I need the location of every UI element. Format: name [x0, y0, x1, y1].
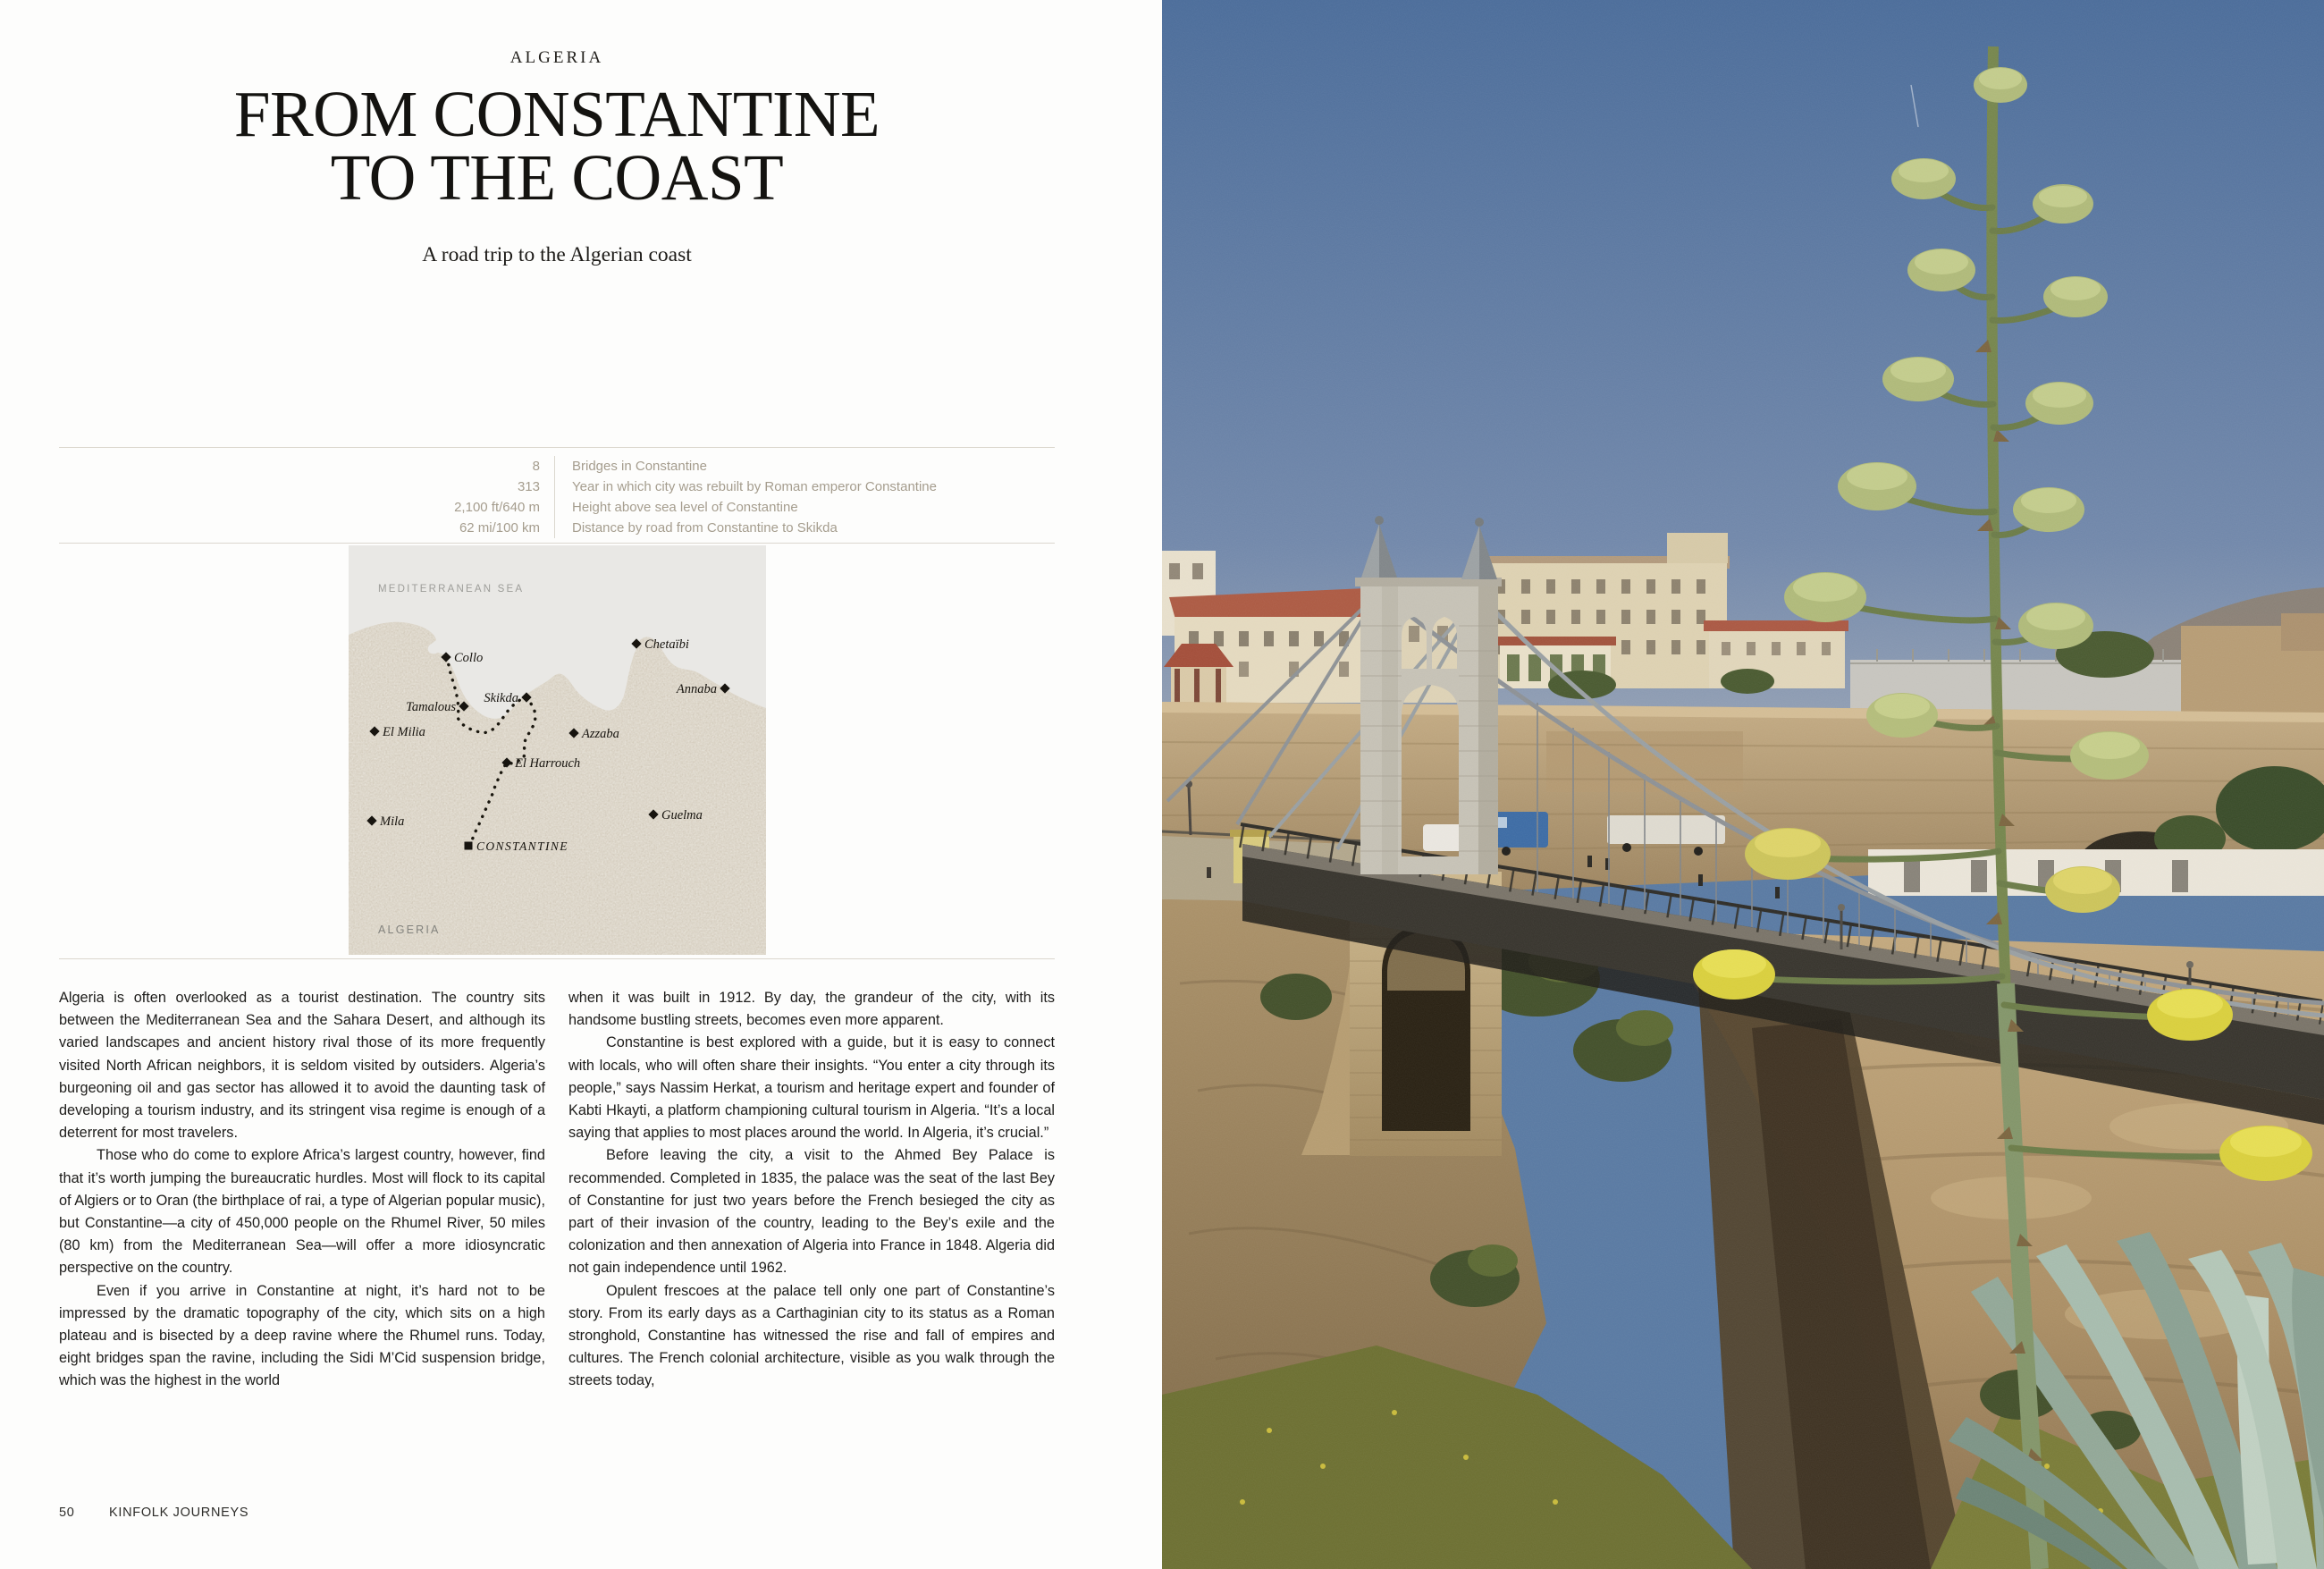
film-grain: [1162, 0, 2324, 1569]
stat-value: 2,100 ft/640 m: [454, 500, 540, 515]
photo-page: [1162, 0, 2324, 1569]
city-label: Tamalous: [405, 700, 456, 714]
stat-row: [59, 497, 1055, 518]
subtitle: A road trip to the Algerian coast: [422, 243, 692, 266]
page-title: [59, 78, 1055, 214]
city-label: Chetaïbi: [644, 637, 689, 652]
article-paragraph: Opulent frescoes at the palace tell only one part of Constantine’s story. From its early days as a Carthaginian city to its status as a Roman stronghold, Constantine has witnessed the rise and fall of empires and cultures. The French colonial architecture, visible as you walk through the streets today,: [568, 1282, 1055, 1389]
city-label: Azzaba: [581, 727, 619, 741]
page-footer: [59, 1506, 248, 1520]
stat-row: [59, 456, 1055, 477]
route-map: [59, 543, 1055, 959]
city-label: Annaba: [676, 682, 717, 696]
article-paragraph: Algeria is often overlooked as a tourist destination. The country sits between the Mediterranean Sea and the Sahara Desert, and although its varied landscapes and ancient history rival those of its more frequently visited North African neighbors, it is seldom visited by outsiders. Algeria’s burgeoning oil and gas sector has allowed it to avoid the daunting task of developing a tourism industry, and its stringent visa regime is enough of a deterrent for most travelers.: [59, 990, 545, 1142]
city-label: El Harrouch: [514, 756, 580, 771]
city-label: CONSTANTINE: [476, 839, 568, 853]
stat-value: 313: [517, 479, 540, 494]
title-line-1: FROM CONSTANTINE: [233, 78, 880, 150]
stat-label: Height above sea level of Constantine: [554, 497, 1055, 518]
city-label: Guelma: [661, 808, 703, 822]
stat-value: 8: [532, 459, 540, 474]
article-paragraph: Constantine is best explored with a guide, but it is easy to connect with locals, who will often share their insights. “You enter a city through its people,” says Nassim Herkat, a tourism and heritage expert and founder of Kabti Hkayti, a platform championing cultural tourism in Algeria. “It’s a local saying that applies to most places around the world. In Algeria, it’s crucial.”: [568, 1034, 1055, 1142]
sea-label: MEDITERRANEAN SEA: [377, 584, 524, 595]
article-paragraph: Before leaving the city, a visit to the Ahmed Bey Palace is recommended. Completed in 1835, the palace was the seat of the last Bey of Constantine for just two years before the French besieged the city as part of their invasion of the country, leading to the Bey’s exile and the colonization and then annexation of Algeria into France in 1848. Algeria did not gain independence until 1962.: [568, 1147, 1055, 1277]
article-header: [59, 48, 1055, 267]
title-line-2: TO THE COAST: [330, 141, 784, 214]
stat-label: Distance by road from Constantine to Skikda: [554, 518, 1055, 538]
article-paragraph: Even if you arrive in Constantine at night, it’s hard not to be impressed by the dramatic topography of the city, which sits on a high plateau and is bisected by a deep ravine where the Rhumel runs. Today, eight bridges span the ravine, including the Sidi M’Cid suspension bridge, which was the highest in the world: [59, 1282, 545, 1389]
stats-table: [59, 447, 1055, 538]
algeria-map: [349, 545, 766, 955]
article-column-2: [568, 987, 1055, 1393]
stat-value: 62 mi/100 km: [459, 520, 540, 536]
city-label: El Milia: [382, 725, 425, 739]
city-label: Collo: [453, 651, 483, 665]
stat-row: [59, 518, 1055, 538]
country-label: ALGERIA: [377, 924, 441, 936]
article-column-1: [59, 987, 545, 1393]
stat-label: Bridges in Constantine: [554, 456, 1055, 477]
capital-marker: [464, 842, 472, 850]
city-label: Skikda: [483, 691, 518, 705]
city-label: Mila: [379, 814, 404, 829]
bridge-photo: [1162, 0, 2324, 1569]
book-title: KINFOLK JOURNEYS: [109, 1506, 249, 1520]
article-body: [59, 987, 1055, 1393]
stat-label: Year in which city was rebuilt by Roman emperor Constantine: [554, 477, 1055, 497]
page-number: 50: [59, 1506, 75, 1520]
article-paragraph: Those who do come to explore Africa’s largest country, however, find that it’s worth jumping the bureaucratic hurdles. Most will flock to its capital of Algiers or to Oran (the birthplace of rai, a type of Algerian popular music), but Constantine—a city of 450,000 people on the Rhumel River, 50 miles (80 km) from the Mediterranean Sea—will offer a more idiosyncratic perspective on the country.: [59, 1147, 545, 1277]
stat-row: [59, 477, 1055, 497]
article-paragraph: when it was built in 1912. By day, the grandeur of the city, with its handsome bustling streets, becomes even more apparent.: [568, 990, 1055, 1029]
kicker: ALGERIA: [509, 48, 604, 67]
